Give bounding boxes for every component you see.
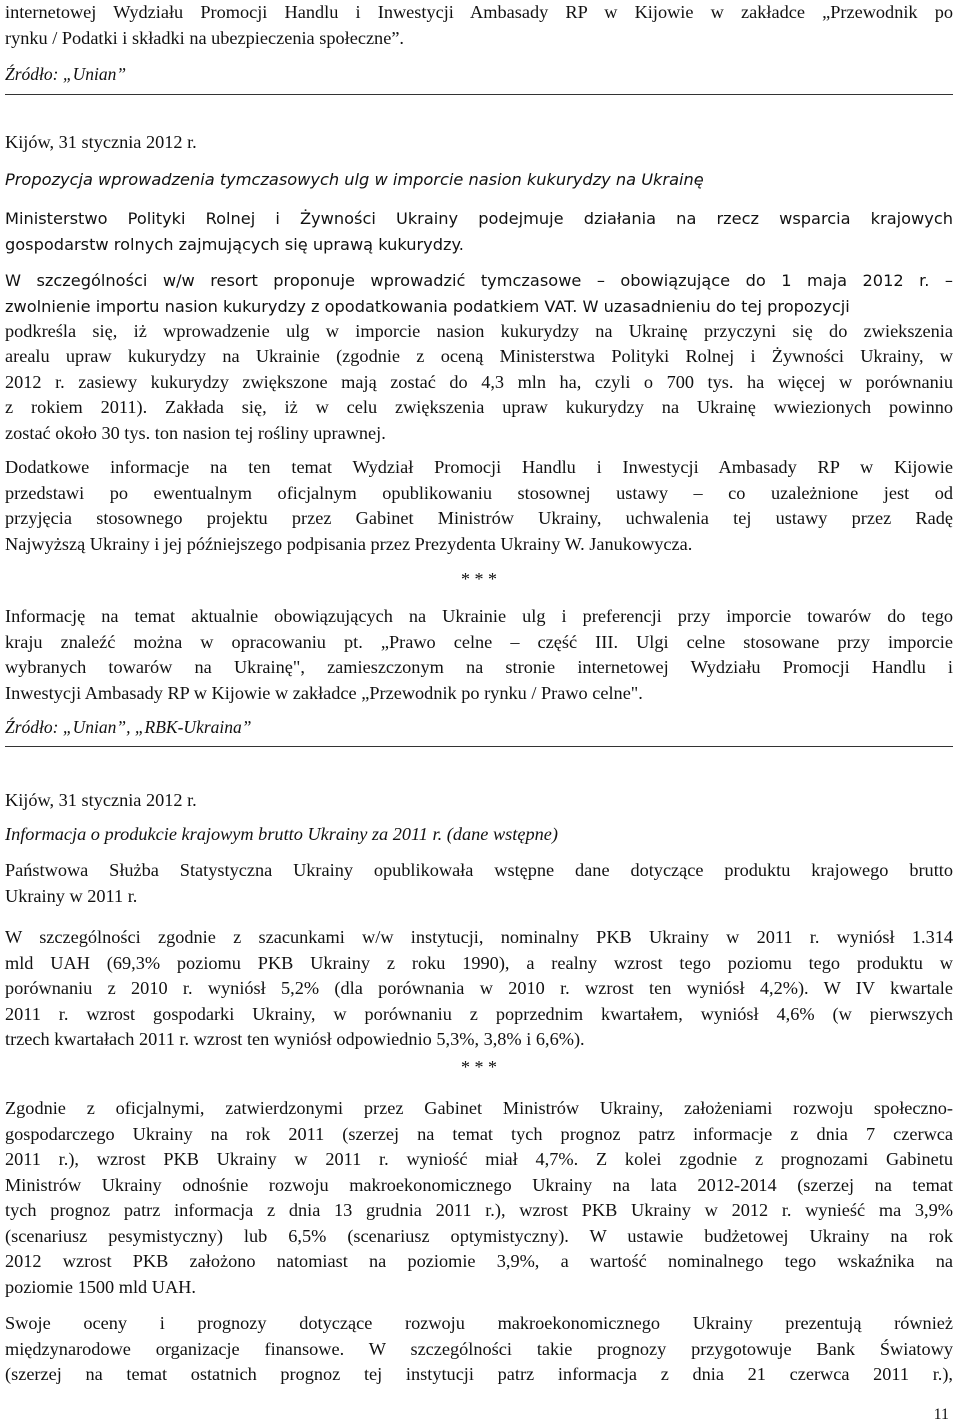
text-line: Inwestycji Ambasady RP w Kijowie w zakładce „Przewodnik po rynku / Prawo celne". xyxy=(5,682,643,703)
text-line: trzech kwartałach 2011 r. wzrost ten wyniósł odpowiednio 5,3%, 3,8% i 6,6%). xyxy=(5,1029,585,1049)
article2-dateline: Kijów, 31 stycznia 2012 r. xyxy=(5,790,197,810)
article2-title: Informacja o produkcie krajowym brutto Ukrainy za 2011 r. (dane wstępne) xyxy=(5,824,558,844)
text-line: poziomie 1500 mld UAH. xyxy=(5,1276,196,1297)
text-line: Ukrainy w 2011 r. xyxy=(5,885,138,906)
intro-source: Źródło: „Unian” xyxy=(5,64,127,84)
text-line: arealu upraw kukurydzy na Ukrainie (zgodnie z oceną Ministerstwa Polityki Rolnej i Żywności Ukrainy, w xyxy=(5,346,953,366)
text-line: Ministerstwo Polityki Rolnej i Żywności Ukrainy podejmuje działania na rzecz wsparcia krajowych xyxy=(5,209,953,228)
separator-stars: * * * xyxy=(461,569,497,589)
intro-paragraph xyxy=(5,0,953,51)
text-line: 2011 r.), wzrost PKB Ukrainy w 2011 r. wyniość miał 4,7%. Z kolei zgodnie z prognozami Gabinetu xyxy=(5,1149,953,1169)
article1-title: Propozycja wprowadzenia tymczasowych ulg w imporcie nasion kukurydzy na Ukrainę xyxy=(5,170,704,189)
article2-paragraph-3 xyxy=(5,1096,953,1300)
article1-source: Źródło: „Unian”, „RBK-Ukraina” xyxy=(5,717,252,737)
text-line: 2011 r. wzrost gospodarki Ukrainy, w porównaniu z poprzednim kwartałem, wyniósł 4,6% (w pierwszych xyxy=(5,1003,953,1024)
text-line: W szczególności w/w resort proponuje wprowadzić tymczasowe – obowiązujące do 1 maja 2012 r. – xyxy=(5,271,953,290)
text-line: W szczególności zgodnie z szacunkami w/w instytucji, nominalny PKB Ukrainy w 2011 r. wyniósł 1.314 xyxy=(5,927,953,947)
section-divider xyxy=(5,94,953,95)
text-line: przedstawi po ewentualnym oficjalnym opublikowaniu stosownej ustawy – co uzależnione jest od xyxy=(5,482,953,503)
text-line: Zgodnie z oficjalnymi, zatwierdzonymi przez Gabinet Ministrów Ukrainy, założeniami rozwoju społeczno- xyxy=(5,1098,953,1118)
text-line: 2012 r. zasiewy kukurydzy zwiększone mają zostać do 4,3 mln ha, czyli o 700 tys. ha więcej w porównaniu xyxy=(5,371,953,392)
text-line: Państwowa Służba Statystyczna Ukrainy opublikowała wstępne dane dotyczące produktu krajowego brutto xyxy=(5,860,953,880)
article1-paragraph-4 xyxy=(5,604,953,706)
text-line: podkreśla się, iż wprowadzenie ulg w imporcie nasion kukurydzy na Ukrainę przyczyni się do zwiekszenia xyxy=(5,320,953,341)
text-line: internetowej Wydziału Promocji Handlu i Inwestycji Ambasady RP w Kijowie w zakładce „Przewodnik po xyxy=(5,2,953,22)
article2-paragraph-4 xyxy=(5,1311,953,1388)
article1-paragraph-1 xyxy=(5,206,953,257)
text-line: przyjęcia stosownego projektu przez Gabinet Ministrów Ukrainy, uchwalenia tej ustawy przez Radę xyxy=(5,508,953,528)
text-line: tych prognoz patrz informacja z dnia 13 grudnia 2011 r.), wzrost PKB Ukrainy w 2012 r. wynieść ma 3,9% xyxy=(5,1200,953,1220)
article2-paragraph-2 xyxy=(5,925,953,1053)
article1-dateline: Kijów, 31 stycznia 2012 r. xyxy=(5,132,197,152)
text-line: Ministrów Ukrainy odnośnie rozwoju makroekonomicznego Ukrainy na lata 2012-2014 (szerzej na temat xyxy=(5,1174,953,1195)
article1-paragraph-3 xyxy=(5,455,953,557)
text-line: z rokiem 2011). Zakłada się, iż w celu zwiększenia upraw kukurydzy na Ukrainę wwiezionych powinno xyxy=(5,397,953,417)
page-number: 11 xyxy=(933,1406,949,1423)
text-line: mld UAH (69,3% poziomu PKB Ukrainy z roku 1990), a realny wzrost tego poziomu tego produktu w xyxy=(5,952,953,973)
text-line: międzynarodowe organizacje finansowe. W szczególności takie prognozy przygotowuje Bank Światowy xyxy=(5,1338,953,1359)
text-line: gospodarczego Ukrainy na rok 2011 (szerzej na temat tych prognoz patrz informacje z dnia 7 czerwca xyxy=(5,1123,953,1144)
text-line: porównaniu z 2010 r. wyniósł 5,2% (dla porównania w 2010 r. wzrost ten wyniósł 4,2%). W IV kwartale xyxy=(5,978,953,998)
section-divider xyxy=(5,746,953,747)
text-line: zwolnienie importu nasion kukurydzy z opodatkowania podatkiem VAT. W uzasadnieniu do tej propozycji xyxy=(5,296,850,316)
text-line: gospodarstw rolnych zajmujących się uprawą kukurydzy. xyxy=(5,234,464,254)
text-line: zostać około 30 tys. ton nasion tej rośliny uprawnej. xyxy=(5,422,386,443)
text-line: Swoje oceny i prognozy dotyczące rozwoju makroekonomicznego Ukrainy prezentują również xyxy=(5,1313,953,1333)
text-line: Informację na temat aktualnie obowiązujących na Ukrainie ulg i preferencji przy imporcie towarów do tego xyxy=(5,606,953,626)
text-line: Najwyższą Ukrainy i jej późniejszego podpisania przez Prezydenta Ukrainy W. Janukowycza. xyxy=(5,533,693,554)
text-line: (szerzej na temat ostatnich prognoz tej instytucji patrz informacja z dnia 21 czerwca 2011 r.), xyxy=(5,1364,953,1384)
article2-paragraph-1 xyxy=(5,858,953,909)
text-line: rynku / Podatki i składki na ubezpieczenia społeczne”. xyxy=(5,27,405,48)
text-line: kraju znaleźć można w opracowaniu pt. „Prawo celne – część III. Ulgi celne stosowane przy imporcie xyxy=(5,631,953,652)
text-line: (scenariusz pesymistyczny) lub 6,5% (scenariusz optymistyczny). W ustawie budżetowej Ukrainy na rok xyxy=(5,1225,953,1246)
separator-stars: * * * xyxy=(461,1057,497,1077)
text-line: Dodatkowe informacje na ten temat Wydział Promocji Handlu i Inwestycji Ambasady RP w Kijowie xyxy=(5,457,953,477)
text-line: wybranych towarów na Ukrainę", zamieszczonym na stronie internetowej Wydziału Promocji Handlu i xyxy=(5,657,953,677)
text-line: 2012 wzrost PKB założono natomiast na poziomie 3,9%, a wartość nominalnego tego wskaźnika na xyxy=(5,1251,953,1271)
article1-paragraph-2b xyxy=(5,293,953,446)
